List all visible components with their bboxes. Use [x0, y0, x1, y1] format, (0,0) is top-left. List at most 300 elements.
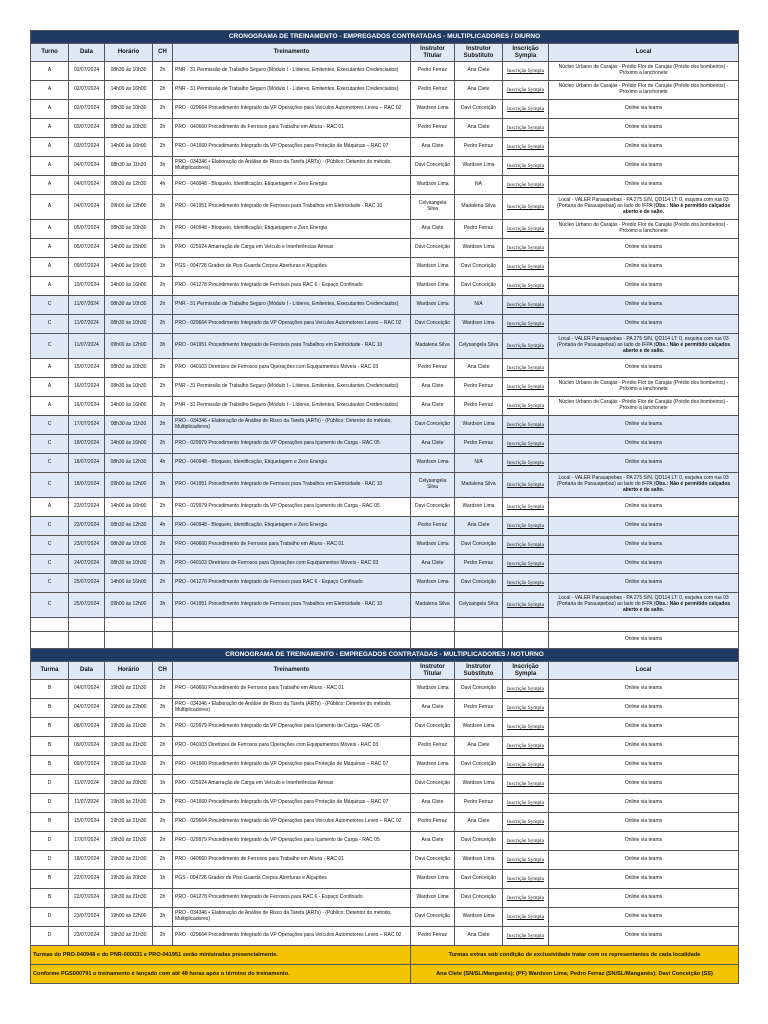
instructor-titular-cell: Davi Conceição	[411, 239, 455, 258]
date-cell: 16/07/2024	[69, 378, 105, 397]
table-row	[31, 473, 739, 498]
turno-cell: C	[31, 593, 69, 618]
instructor-substitute-cell: Wardson Lima	[455, 315, 503, 334]
training-cell: PNR - 31 Permissão de Trabalho Seguro (Módulo I - Líderes, Emitentes, Executantes Credenciados)	[173, 397, 411, 416]
sympla-link[interactable]: Inscrição Sympla	[503, 334, 549, 359]
turno-cell: A	[31, 498, 69, 517]
table-row	[31, 737, 739, 756]
training-cell: PRO - 041660 Procedimento Integrado da VP Operações para Proteção de Máquinas – RAC 07	[173, 756, 411, 775]
col-treinamento: Treinamento	[173, 662, 411, 680]
instructor-substitute-cell: Pedro Ferraz	[455, 378, 503, 397]
local-cell: Núcleo Urbano de Carajás - Prédio Flor de Carajás (Prédio dos bombeiros) - Próximo a lanchonete	[549, 220, 739, 239]
table-row	[31, 718, 739, 737]
local-cell: Núcleo Urbano de Carajás - Prédio Flor de Carajás (Prédio dos bombeiros) - Próximo a lanchonete	[549, 397, 739, 416]
turno-cell: C	[31, 473, 69, 498]
turno-cell: C	[31, 435, 69, 454]
date-cell: 23/07/2024	[69, 927, 105, 946]
date-cell: 11/07/2024	[69, 315, 105, 334]
table-row	[31, 454, 739, 473]
training-cell: PRO - 041660 Procedimento Integrado da VP Operações para Proteção de Máquinas – RAC 07	[173, 794, 411, 813]
instructor-titular-cell: Davi Conceição	[411, 851, 455, 870]
instructor-substitute-cell: Pedro Ferraz	[455, 397, 503, 416]
sympla-link[interactable]: Inscrição Sympla	[503, 81, 549, 100]
date-cell: 05/07/2024	[69, 239, 105, 258]
date-cell: 18/07/2024	[69, 435, 105, 454]
instructor-substitute-cell: Davi Conceição	[455, 680, 503, 699]
sympla-link[interactable]: Inscrição Sympla	[503, 737, 549, 756]
date-cell: 04/07/2024	[69, 699, 105, 718]
date-cell: 09/07/2024	[69, 258, 105, 277]
turno-cell: A	[31, 62, 69, 81]
table-row	[31, 756, 739, 775]
local-obs-note: Obs.: Não é permitido calçados aberto e de salto.	[622, 203, 731, 215]
instructor-substitute-cell: Pedro Ferraz	[455, 699, 503, 718]
instructor-substitute-cell: Ana Clete	[455, 62, 503, 81]
ch-cell: 4h	[153, 454, 173, 473]
time-cell: 08h30 às 10h30	[105, 119, 153, 138]
ch-cell: 2h	[153, 927, 173, 946]
sympla-link[interactable]: Inscrição Sympla	[503, 536, 549, 555]
date-cell: 24/07/2024	[69, 555, 105, 574]
sympla-link[interactable]: Inscrição Sympla	[503, 498, 549, 517]
sympla-link[interactable]: Inscrição Sympla	[503, 832, 549, 851]
time-cell: 08h30 às 10h30	[105, 359, 153, 378]
table-row	[31, 359, 739, 378]
local-cell: Online via teams	[549, 119, 739, 138]
sympla-link[interactable]: Inscrição Sympla	[503, 435, 549, 454]
local-cell: Online via teams	[549, 277, 739, 296]
instructor-substitute-cell: Davi Conceição	[455, 889, 503, 908]
instructor-titular-cell: Pedro Ferraz	[411, 81, 455, 100]
ch-cell: 2h	[153, 62, 173, 81]
local-cell: Local - VALER Parauapebas - PA 275 S/N, QD114 LT: 0, esquina com rua 03 (Portaria de Parauapebas) ao lado do IFPA (Obs.: Não é permitido calçados aberto e de salto.	[549, 473, 739, 498]
sympla-link[interactable]: Inscrição Sympla	[503, 119, 549, 138]
table-row	[31, 296, 739, 315]
date-cell: 08/07/2024	[69, 718, 105, 737]
instructor-substitute-cell: Pedro Ferraz	[455, 794, 503, 813]
diurno-title: CRONOGRAMA DE TREINAMENTO - EMPREGADOS CONTRATADAS - MULTIPLICADORES / DIURNO	[31, 31, 739, 44]
turno-cell: B	[31, 756, 69, 775]
sympla-link[interactable]: Inscrição Sympla	[503, 699, 549, 718]
ch-cell: 2h	[153, 794, 173, 813]
instructor-titular-cell: Madalena Silva	[411, 334, 455, 359]
instructor-substitute-cell: Davi Conceição	[455, 574, 503, 593]
date-cell: 22/07/2024	[69, 498, 105, 517]
date-cell: 10/07/2024	[69, 277, 105, 296]
local-cell: Online via teams	[549, 832, 739, 851]
training-cell: PRO - 040948 - Bloqueio, Identificação, Etiquetagem e Zero Energia	[173, 220, 411, 239]
local-obs-note: Obs.: Não é permitido calçados aberto e de salto.	[622, 601, 731, 613]
training-cell: PRO - 034346 • Elaboração de Análise de Risco da Tarefa (ARTs) - (Público: Detentor do método, Multiplicadores)	[173, 157, 411, 176]
turno-cell: A	[31, 258, 69, 277]
training-cell: PRO - 041951 Procedimento Integrado de Ferrosos para Trabalhos em Eletricidade - RAC 10	[173, 334, 411, 359]
training-cell: PRO - 040660 Procedimento de Ferrosos para Trabalho em Altura - RAC 01	[173, 851, 411, 870]
local-cell: Online via teams	[549, 555, 739, 574]
table-row	[31, 81, 739, 100]
time-cell: 19h30 às 21h30	[105, 718, 153, 737]
turno-cell: A	[31, 195, 69, 220]
training-cell: PRO - 040948 - Bloqueio, Identificação, Etiquetagem e Zero Energia	[173, 517, 411, 536]
sympla-link[interactable]: Inscrição Sympla	[503, 62, 549, 81]
local-cell: Online via teams	[549, 680, 739, 699]
date-cell: 11/07/2024	[69, 794, 105, 813]
local-cell: Online via teams	[549, 138, 739, 157]
time-cell: 08h30 às 10h30	[105, 315, 153, 334]
date-cell: 25/07/2024	[69, 593, 105, 618]
local-cell: Online via teams	[549, 756, 739, 775]
ch-cell: 2h	[153, 296, 173, 315]
table-row	[31, 813, 739, 832]
date-cell: 25/07/2024	[69, 574, 105, 593]
instructor-titular-cell: Wardson Lima	[411, 277, 455, 296]
turno-cell: A	[31, 220, 69, 239]
training-cell: PRO - 041278 Procedimento Integrado de Ferrosos para RAC 6 - Espaço Confinado	[173, 574, 411, 593]
instructor-substitute-cell: Celysangela Silva	[455, 593, 503, 618]
time-cell: 19h30 às 21h30	[105, 737, 153, 756]
table-row	[31, 498, 739, 517]
time-cell: 14h00 às 16h00	[105, 138, 153, 157]
training-cell: PRO - 034346 • Elaboração de Análise de Risco da Tarefa (ARTs) - (Público: Detentor do método, Multiplicadores)	[173, 908, 411, 927]
time-cell: 08h30 às 12h30	[105, 517, 153, 536]
date-cell: 04/07/2024	[69, 176, 105, 195]
training-cell: PRO - 034346 • Elaboração de Análise de Risco da Tarefa (ARTs) - (Público: Detentor do método, Multiplicadores)	[173, 416, 411, 435]
footer-note-pgs: Conforme PGS000791 o treinamento é lançado com até 48 horas após o término do treinamento.	[31, 965, 411, 984]
sympla-link[interactable]: Inscrição Sympla	[503, 397, 549, 416]
instructor-titular-cell: Davi Conceição	[411, 157, 455, 176]
sympla-link[interactable]: Inscrição Sympla	[503, 220, 549, 239]
col-turma: Turma	[31, 662, 69, 680]
time-cell: 08h30 às 10h30	[105, 378, 153, 397]
training-cell: PRO - 029664 Procedimento Integrado da VP Operações para Veículos Automotores Leves – RAC 02	[173, 315, 411, 334]
local-cell: Online via teams	[549, 454, 739, 473]
instructor-titular-cell: Wardson Lima	[411, 756, 455, 775]
time-cell: 19h00 às 22h00	[105, 908, 153, 927]
training-cell: PRO - 025924 Amarração de Carga em Veículo e Interferências Aéreas	[173, 775, 411, 794]
training-cell: PRO - 041951 Procedimento Integrado de Ferrosos para Trabalhos em Eletricidade - RAC 10	[173, 593, 411, 618]
time-cell: 19h30 às 21h30	[105, 680, 153, 699]
diurno-empty-rows	[31, 618, 739, 649]
turno-cell: C	[31, 315, 69, 334]
instructor-titular-cell: Ana Clete	[411, 138, 455, 157]
turno-cell: A	[31, 277, 69, 296]
time-cell: 14h00 às 16h00	[105, 498, 153, 517]
sympla-link[interactable]: Inscrição Sympla	[503, 680, 549, 699]
instructor-substitute-cell: N/A	[455, 454, 503, 473]
footer-row	[31, 965, 739, 984]
col-data: Data	[69, 662, 105, 680]
date-cell: 05/07/2024	[69, 220, 105, 239]
instructor-substitute-cell: Wardson Lima	[455, 498, 503, 517]
sympla-link[interactable]: Inscrição Sympla	[503, 908, 549, 927]
turno-cell: B	[31, 889, 69, 908]
training-cell: PRO - 041278 Procedimento Integrado de Ferrosos para RAC 6 - Espaço Confinado	[173, 277, 411, 296]
footer-note-extras: Turmas extras sob condição de exclusividade tratar com os representantes de cada localidade	[411, 946, 739, 965]
noturno-section	[31, 649, 739, 946]
training-cell: PRO - 040948 - Bloqueio, Identificação, Etiquetagem e Zero Energia	[173, 454, 411, 473]
time-cell: 19h30 às 21h30	[105, 832, 153, 851]
table-row	[31, 378, 739, 397]
training-cell: PRO - 029979 Procedimento Integrado da VP Operações para Içamento de Carga - RAC 05	[173, 435, 411, 454]
instructor-titular-cell: Wardson Lima	[411, 100, 455, 119]
table-row	[31, 908, 739, 927]
noturno-title-row	[31, 649, 739, 662]
instructor-titular-cell: Ana Clete	[411, 794, 455, 813]
ch-cell: 2h	[153, 81, 173, 100]
date-cell: 11/07/2024	[69, 296, 105, 315]
turno-cell: C	[31, 555, 69, 574]
instructor-substitute-cell: Davi Conceição	[455, 100, 503, 119]
sympla-link[interactable]: Inscrição Sympla	[503, 718, 549, 737]
instructor-titular-cell: Ana Clete	[411, 378, 455, 397]
col-inscricao: Inscrição Sympla	[503, 44, 549, 62]
instructor-substitute-cell: Pedro Ferraz	[455, 138, 503, 157]
training-cell: PRO - 040948 - Bloqueio, Identificação, Etiquetagem e Zero Energia	[173, 176, 411, 195]
col-local: Local	[549, 662, 739, 680]
ch-cell: 2h	[153, 378, 173, 397]
training-cell: PRO - 029979 Procedimento Integrado da VP Operações para Içamento de Carga - RAC 05	[173, 718, 411, 737]
instructor-titular-cell: Wardson Lima	[411, 870, 455, 889]
local-cell: Online via teams	[549, 435, 739, 454]
training-cell: PNR - 31 Permissão de Trabalho Seguro (Módulo I - Líderes, Emitentes, Executantes Credenciados)	[173, 296, 411, 315]
instructor-titular-cell: Davi Conceição	[411, 498, 455, 517]
sympla-link[interactable]: Inscrição Sympla	[503, 775, 549, 794]
ch-cell: 2h	[153, 680, 173, 699]
sympla-link[interactable]: Inscrição Sympla	[503, 296, 549, 315]
col-instrutor-substituto: Instrutor Substituto	[455, 44, 503, 62]
sympla-link[interactable]: Inscrição Sympla	[503, 100, 549, 119]
sympla-link[interactable]: Inscrição Sympla	[503, 851, 549, 870]
instructor-substitute-cell: Celysangela Silva	[455, 334, 503, 359]
local-cell: Online via teams	[549, 889, 739, 908]
ch-cell: 3h	[153, 908, 173, 927]
sympla-link[interactable]: Inscrição Sympla	[503, 870, 549, 889]
col-instrutor-titular: Instrutor Titular	[411, 44, 455, 62]
local-cell: Local - VALER Parauapebas - PA 275 S/N, QD114 LT: 0, esquina com rua 03 (Portaria de Parauapebas) ao lado do IFPA (Obs.: Não é permitido calçados aberto e de salto.	[549, 195, 739, 220]
sympla-link[interactable]: Inscrição Sympla	[503, 157, 549, 176]
local-cell: Núcleo Urbano de Carajás - Prédio Flor de Carajás (Prédio dos bombeiros) - Próximo a lanchonete	[549, 378, 739, 397]
ch-cell: 2h	[153, 574, 173, 593]
local-cell: Online via teams	[549, 927, 739, 946]
local-cell: Online via teams	[549, 794, 739, 813]
sympla-link[interactable]: Inscrição Sympla	[503, 517, 549, 536]
instructor-substitute-cell: Davi Conceição	[455, 870, 503, 889]
date-cell: 17/07/2024	[69, 416, 105, 435]
time-cell: 09h00 às 12h00	[105, 334, 153, 359]
instructor-titular-cell: Ana Clete	[411, 397, 455, 416]
ch-cell: 1h	[153, 870, 173, 889]
time-cell: 09h00 às 12h00	[105, 195, 153, 220]
instructor-substitute-cell: Wardson Lima	[455, 157, 503, 176]
turno-cell: B	[31, 680, 69, 699]
sympla-link[interactable]: Inscrição Sympla	[503, 315, 549, 334]
time-cell: 08h30 às 11h30	[105, 157, 153, 176]
empty-row	[31, 618, 739, 632]
local-cell: Online via teams	[549, 100, 739, 119]
instructor-substitute-cell: Ana Clete	[455, 359, 503, 378]
instructor-titular-cell: Davi Conceição	[411, 718, 455, 737]
sympla-link[interactable]: Inscrição Sympla	[503, 454, 549, 473]
date-cell: 09/07/2024	[69, 737, 105, 756]
local-cell: Local - VALER Parauapebas - PA 275 S/N, QD114 LT: 0, esquina com rua 03 (Portaria de Parauapebas) ao lado do IFPA (Obs.: Não é permitido calçados aberto e de salto.	[549, 334, 739, 359]
instructor-substitute-cell: Pedro Ferraz	[455, 220, 503, 239]
local-cell: Online via teams	[549, 498, 739, 517]
turno-cell: C	[31, 296, 69, 315]
footer-section	[31, 946, 739, 984]
instructor-titular-cell: Pedro Ferraz	[411, 737, 455, 756]
turno-cell: D	[31, 908, 69, 927]
time-cell: 14h00 às 16h00	[105, 574, 153, 593]
col-ch: CH	[153, 44, 173, 62]
turno-cell: A	[31, 359, 69, 378]
instructor-substitute-cell: Pedro Ferraz	[455, 555, 503, 574]
footer-note-contacts: Ana Clete (SN/SL/Manganês); (PF) Wardson Lima; Pedro Ferraz (SN/SL/Manganês); Davi Conceição (SS)	[411, 965, 739, 984]
local-cell: Online via teams	[549, 359, 739, 378]
time-cell: 14h00 às 16h00	[105, 435, 153, 454]
col-horario: Horário	[105, 44, 153, 62]
local-cell: Online via teams	[549, 239, 739, 258]
table-row	[31, 138, 739, 157]
instructor-titular-cell: Davi Conceição	[411, 416, 455, 435]
instructor-titular-cell: Pedro Ferraz	[411, 813, 455, 832]
turno-cell: B	[31, 699, 69, 718]
instructor-titular-cell: Ana Clete	[411, 832, 455, 851]
training-cell: PRO - 029664 Procedimento Integrado da VP Operações para Veículos Automotores Leves – RAC 02	[173, 813, 411, 832]
instructor-substitute-cell: N/A	[455, 296, 503, 315]
col-instrutor-substituto: Instrutor Substituto	[455, 662, 503, 680]
ch-cell: 2h	[153, 889, 173, 908]
local-cell: Online via teams	[549, 574, 739, 593]
table-row	[31, 794, 739, 813]
instructor-titular-cell: Pedro Ferraz	[411, 359, 455, 378]
time-cell: 14h00 às 16h00	[105, 277, 153, 296]
time-cell: 08h30 às 10h30	[105, 100, 153, 119]
training-cell: PRO - 040660 Procedimento de Ferrosos para Trabalho em Altura - RAC 01	[173, 119, 411, 138]
sympla-link[interactable]: Inscrição Sympla	[503, 889, 549, 908]
date-cell: 17/07/2024	[69, 832, 105, 851]
local-cell: Núcleo Urbano de Carajás - Prédio Flor de Carajás (Prédio dos bombeiros) - Próximo a lanchonete	[549, 81, 739, 100]
local-obs-note: Obs.: Não é permitido calçados aberto e de salto.	[622, 481, 731, 493]
sympla-link[interactable]: Inscrição Sympla	[503, 756, 549, 775]
instructor-titular-cell: Pedro Ferraz	[411, 62, 455, 81]
date-cell: 15/07/2024	[69, 359, 105, 378]
sympla-link[interactable]: Inscrição Sympla	[503, 416, 549, 435]
ch-cell: 1h	[153, 775, 173, 794]
instructor-substitute-cell: Wardson Lima	[455, 851, 503, 870]
ch-cell: 1h	[153, 239, 173, 258]
training-cell: PRO - 041951 Procedimento Integrado de Ferrosos para Trabalhos em Eletricidade - RAC 10	[173, 473, 411, 498]
instructor-titular-cell: Ana Clete	[411, 555, 455, 574]
ch-cell: 2h	[153, 119, 173, 138]
sympla-link[interactable]: Inscrição Sympla	[503, 277, 549, 296]
sympla-link[interactable]: Inscrição Sympla	[503, 195, 549, 220]
ch-cell: 2h	[153, 851, 173, 870]
ch-cell: 2h	[153, 220, 173, 239]
turno-cell: A	[31, 397, 69, 416]
table-row	[31, 574, 739, 593]
sympla-link[interactable]: Inscrição Sympla	[503, 927, 549, 946]
time-cell: 19h30 às 20h30	[105, 775, 153, 794]
col-instrutor-titular: Instrutor Titular	[411, 662, 455, 680]
ch-cell: 4h	[153, 176, 173, 195]
turno-cell: A	[31, 119, 69, 138]
training-cell: PRO - 041278 Procedimento Integrado de Ferrosos para RAC 6 - Espaço Confinado	[173, 889, 411, 908]
date-cell: 18/07/2024	[69, 851, 105, 870]
sympla-link[interactable]: Inscrição Sympla	[503, 138, 549, 157]
sympla-link[interactable]: Inscrição Sympla	[503, 258, 549, 277]
col-treinamento: Treinamento	[173, 44, 411, 62]
sympla-link[interactable]: Inscrição Sympla	[503, 359, 549, 378]
training-cell: PRO - 040103 Diretrizes de Ferrosos para Operações com Equipamentos Móveis - RAC 03	[173, 555, 411, 574]
table-row	[31, 62, 739, 81]
time-cell: 08h30 às 11h30	[105, 416, 153, 435]
col-inscricao: Inscrição Sympla	[503, 662, 549, 680]
ch-cell: 2h	[153, 138, 173, 157]
ch-cell: 2h	[153, 315, 173, 334]
time-cell: 09h00 às 12h00	[105, 473, 153, 498]
sympla-link[interactable]: Inscrição Sympla	[503, 239, 549, 258]
turno-cell: C	[31, 574, 69, 593]
instructor-titular-cell: Wardson Lima	[411, 680, 455, 699]
sympla-link[interactable]: Inscrição Sympla	[503, 593, 549, 618]
sympla-link[interactable]: Inscrição Sympla	[503, 555, 549, 574]
sympla-link[interactable]: Inscrição Sympla	[503, 794, 549, 813]
instructor-substitute-cell: Madalena Silva	[455, 195, 503, 220]
table-row	[31, 851, 739, 870]
date-cell: 02/07/2024	[69, 62, 105, 81]
instructor-substitute-cell: Madalena Silva	[455, 473, 503, 498]
sympla-link[interactable]: Inscrição Sympla	[503, 378, 549, 397]
time-cell: 08h30 às 10h30	[105, 296, 153, 315]
time-cell: 09h00 às 12h00	[105, 593, 153, 618]
training-cell: PRO - 040103 Diretrizes de Ferrosos para Operações com Equipamentos Móveis - RAC 03	[173, 737, 411, 756]
table-row	[31, 680, 739, 699]
ch-cell: 2h	[153, 277, 173, 296]
instructor-titular-cell: Wardson Lima	[411, 258, 455, 277]
training-cell: PNR - 31 Permissão de Trabalho Seguro (Módulo I - Líderes, Emitentes, Executantes Credenciados)	[173, 62, 411, 81]
turno-cell: C	[31, 416, 69, 435]
date-cell: 03/07/2024	[69, 138, 105, 157]
time-cell: 19h30 às 20h30	[105, 870, 153, 889]
ch-cell: 3h	[153, 593, 173, 618]
time-cell: 19h00 às 22h00	[105, 699, 153, 718]
turno-cell: A	[31, 81, 69, 100]
sympla-link[interactable]: Inscrição Sympla	[503, 176, 549, 195]
date-cell: 02/07/2024	[69, 100, 105, 119]
instructor-substitute-cell: Ana Clete	[455, 813, 503, 832]
sympla-link[interactable]: Inscrição Sympla	[503, 574, 549, 593]
ch-cell: 2h	[153, 737, 173, 756]
time-cell: 19h30 às 21h30	[105, 756, 153, 775]
sympla-link[interactable]: Inscrição Sympla	[503, 813, 549, 832]
date-cell: 02/07/2024	[69, 81, 105, 100]
turno-cell: C	[31, 536, 69, 555]
date-cell: 22/07/2024	[69, 889, 105, 908]
date-cell: 11/07/2024	[69, 775, 105, 794]
local-cell: Núcleo Urbano de Carajás - Prédio Flor de Carajás (Prédio dos bombeiros) - Próximo a lanchonete	[549, 62, 739, 81]
empty-row-local: Online via teams	[549, 632, 739, 649]
instructor-titular-cell: Ana Clete	[411, 699, 455, 718]
date-cell: 03/07/2024	[69, 119, 105, 138]
table-row	[31, 239, 739, 258]
table-row	[31, 334, 739, 359]
turno-cell: C	[31, 334, 69, 359]
schedule-table	[30, 30, 739, 984]
instructor-titular-cell: Ana Clete	[411, 435, 455, 454]
sympla-link[interactable]: Inscrição Sympla	[503, 473, 549, 498]
ch-cell: 1h	[153, 258, 173, 277]
date-cell: 22/07/2024	[69, 870, 105, 889]
local-cell: Online via teams	[549, 157, 739, 176]
